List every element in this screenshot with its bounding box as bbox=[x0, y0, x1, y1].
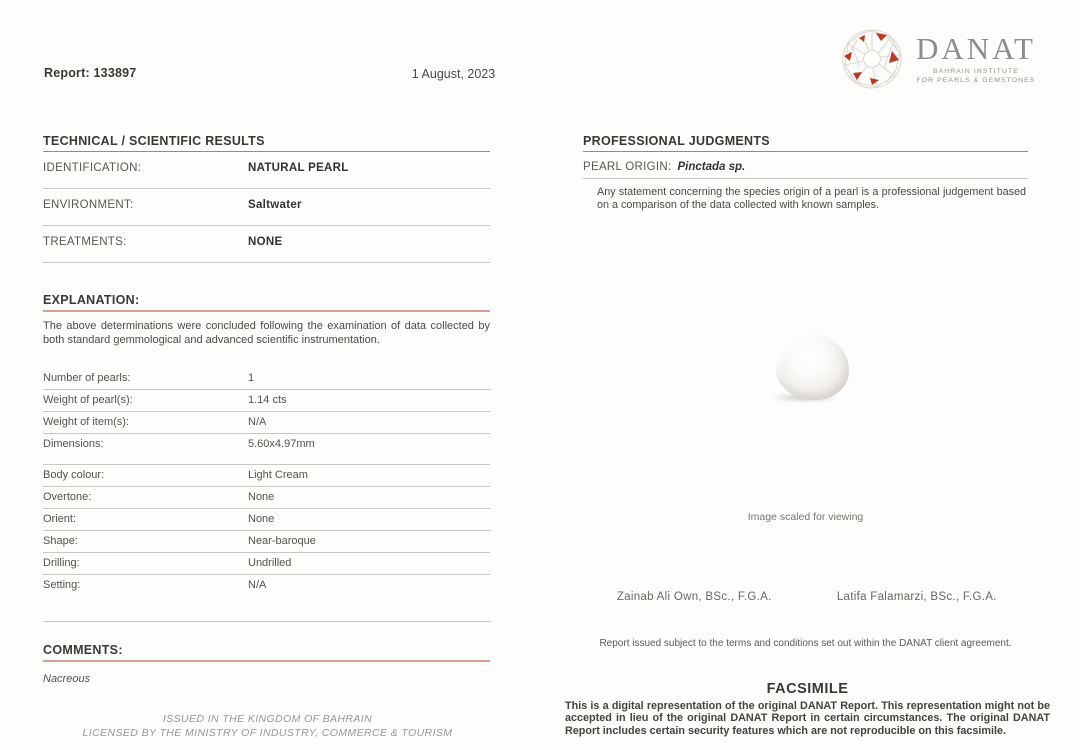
comments-title: COMMENTS: bbox=[43, 639, 490, 662]
body-colour-row bbox=[43, 465, 490, 487]
danat-wordmark bbox=[916, 33, 1036, 85]
pearl-origin-value: Pinctada sp. bbox=[677, 161, 746, 173]
body-colour-value: Light Cream bbox=[248, 469, 308, 481]
comments-body: Nacreous bbox=[43, 673, 91, 685]
orient-row bbox=[43, 509, 490, 531]
pearl-origin-label: PEARL ORIGIN: bbox=[583, 161, 672, 173]
shape-row bbox=[43, 531, 490, 553]
drilling-label: Drilling: bbox=[43, 557, 80, 569]
weight-of-items-label: Weight of item(s): bbox=[43, 416, 129, 428]
environment-row bbox=[43, 189, 490, 226]
properties-table bbox=[43, 368, 490, 622]
setting-label: Setting: bbox=[43, 579, 81, 591]
report-date: 1 August, 2023 bbox=[411, 67, 496, 81]
terms-note: Report issued subject to the terms and conditions set out within the DANAT client agreement. bbox=[599, 638, 1012, 649]
left-column bbox=[43, 130, 490, 685]
facsimile-title: FACSIMILE bbox=[766, 681, 849, 697]
setting-row bbox=[43, 575, 490, 596]
danat-subtitle bbox=[917, 68, 1036, 85]
weight-of-items-row bbox=[43, 412, 490, 434]
weight-of-pearls-row bbox=[43, 390, 490, 412]
danat-subtitle-line1: BAHRAIN INSTITUTE bbox=[933, 68, 1019, 75]
number-of-pearls-row bbox=[43, 368, 490, 390]
pearl-origin-row bbox=[583, 152, 1028, 179]
danat-emblem-icon bbox=[840, 27, 904, 91]
environment-label: ENVIRONMENT: bbox=[43, 199, 134, 211]
pearl-photo bbox=[770, 332, 854, 408]
right-column bbox=[583, 130, 1028, 212]
professional-judgments-title: PROFESSIONAL JUDGMENTS bbox=[583, 130, 1028, 152]
number-of-pearls-value: 1 bbox=[248, 372, 255, 384]
drilling-row bbox=[43, 553, 490, 575]
overtone-label: Overtone: bbox=[43, 491, 92, 503]
treatments-label: TREATMENTS: bbox=[43, 236, 127, 248]
pearl-image bbox=[776, 334, 849, 400]
shape-value: Near-baroque bbox=[248, 535, 316, 547]
footer-line1: ISSUED IN THE KINGDOM OF BAHRAIN bbox=[162, 713, 373, 725]
overtone-value: None bbox=[248, 491, 275, 503]
facsimile-section bbox=[565, 681, 1050, 737]
facsimile-body: This is a digital representation of the original DANAT Report. This representation might not be accepted in lieu of the original DANAT Report in certain circumstances. The original DANAT Report includes certain security features which are not reproducible on this facsimile. bbox=[565, 700, 1050, 737]
explanation-title: EXPLANATION: bbox=[43, 289, 490, 312]
dimensions-row bbox=[43, 434, 490, 465]
orient-label: Orient: bbox=[43, 513, 77, 525]
danat-wordmark-text: DANAT bbox=[915, 31, 1036, 66]
environment-value: Saltwater bbox=[248, 199, 302, 211]
footer bbox=[10, 712, 525, 740]
footer-line2: LICENSED BY THE MINISTRY OF INDUSTRY, COMMERCE & TOURISM bbox=[82, 727, 453, 739]
identification-value: NATURAL PEARL bbox=[248, 162, 349, 174]
dimensions-value: 5.60x4.97mm bbox=[248, 438, 315, 450]
drilling-value: Undrilled bbox=[248, 557, 292, 569]
weight-of-pearls-label: Weight of pearl(s): bbox=[43, 394, 133, 406]
danat-subtitle-line2: FOR PEARLS & GEMSTONES bbox=[916, 76, 1036, 84]
number-of-pearls-label: Number of pearls: bbox=[43, 372, 131, 384]
shape-label: Shape: bbox=[43, 535, 78, 547]
orient-value: None bbox=[248, 513, 275, 525]
table-closing-rule bbox=[43, 596, 490, 622]
signature-right: Latifa Falamarzi, BSc., F.G.A. bbox=[836, 591, 997, 603]
explanation-body: The above determinations were concluded following the examination of data collected by both standard gemmological and advanced scientific instrumentation. bbox=[43, 320, 490, 346]
identification-row bbox=[43, 152, 490, 189]
technical-results-title: TECHNICAL / SCIENTIFIC RESULTS bbox=[43, 130, 490, 152]
weight-of-items-value: N/A bbox=[248, 416, 267, 428]
signatures bbox=[583, 591, 1028, 603]
treatments-row bbox=[43, 226, 490, 263]
treatments-value: NONE bbox=[248, 236, 283, 248]
image-caption: Image scaled for viewing bbox=[747, 511, 864, 523]
overtone-row bbox=[43, 487, 490, 509]
setting-value: N/A bbox=[248, 579, 267, 591]
signature-left: Zainab Ali Own, BSc., F.G.A. bbox=[616, 591, 772, 603]
pearl-origin-note: Any statement concerning the species origin of a pearl is a professional judgement based on a comparison of the data collected with known samples. bbox=[597, 186, 1026, 211]
dimensions-label: Dimensions: bbox=[43, 438, 104, 450]
report-number: Report: 133897 bbox=[44, 66, 137, 80]
body-colour-label: Body colour: bbox=[43, 469, 105, 481]
weight-of-pearls-value: 1.14 cts bbox=[248, 394, 287, 406]
identification-label: IDENTIFICATION: bbox=[43, 162, 142, 174]
danat-logo bbox=[840, 27, 1036, 91]
